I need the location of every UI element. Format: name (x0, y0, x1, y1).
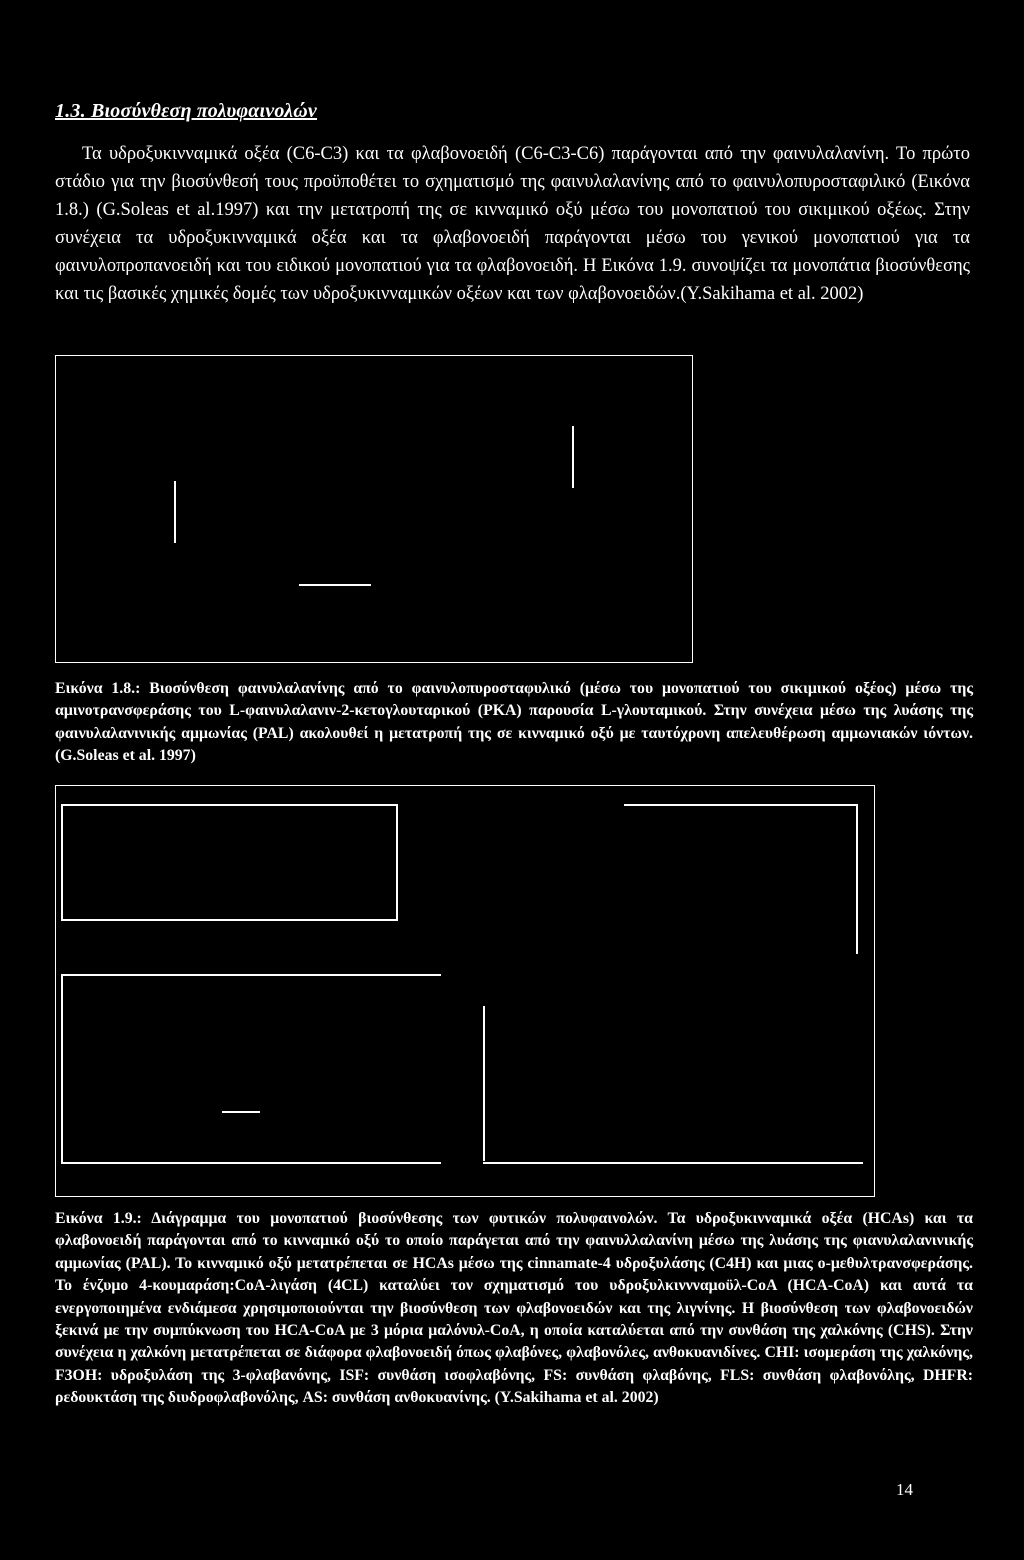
intro-paragraph: Τα υδροξυκινναμικά οξέα (C6-C3) και τα φλαβονοειδή (C6-C3-C6) παράγονται από την φαινυλαλανίνη. Το πρώτο στάδιο για την βιοσύνθεσή τους προϋποθέτει το σχηματισμό της φαινυλαλανίνης από το φαινυλοπυροσταφιλικό (Εικόνα 1.8.) (G.Soleas et al.1997) και την μετατροπή της σε κινναμικό οξύ μέσω του μονοπατιού του σικιμικού οξέως. Στην συνέχεια τα υδροξυκινναμικά οξέα και τα φλαβονοειδή παράγονται μέσω του γενικού μονοπατιού για τα φαινυλοπροπανοειδή και του ειδικού μονοπατιού για τα φλαβονοειδή. Η Εικόνα 1.9. συνοψίζει τα μονοπάτια βιοσύνθεσης και τις βασικές χημικές δομές των υδροξυκινναμικών οξέων και των φλαβονοειδών.(Y.Sakihama et al. 2002) (55, 144, 970, 304)
figure-line (61, 919, 398, 921)
figure-line (856, 804, 858, 954)
figure-line (396, 804, 398, 919)
figure-line (61, 804, 63, 919)
section-heading: 1.3. Βιοσύνθεση πολυφαινολών (55, 100, 317, 122)
figure-line (222, 1111, 260, 1113)
figure-line (174, 481, 176, 543)
figure-line (572, 426, 574, 488)
figure-1-9-caption: Εικόνα 1.9.: Διάγραμμα του μονοπατιού βιοσύνθεσης των φυτικών πολυφαινολών. Τα υδροξυκινναμικά οξέα (HCAs) και τα φλαβονοειδή παράγονται από το κινναμικό οξύ το οποίο παράγεται από την φαινυλλαλανίνη μέσω της λυάσης της φιανυλαλανινικής αμμωνίας (PAL). Το κινναμικό οξύ μετατρέπεται σε HCAs μέσω της cinnamate-4 υδροξυλάσης (C4H) και μιας ο-μεθυλτρανσφεράσης. Το ένζυμο 4-κουμαράση:CoA-λιγάση (4CL) καταλύει τον σχηματισμό του υδροξυλκιννναμοϋλ-CoA (HCA-CoA) και αυτά τα ενεργοποιημένα ενδιάμεσα χρησιμοποιούνται την βιοσύνθεση των φλαβονοειδών και της λιγνίνης. Η βιοσύνθεση των φλαβονοειδών ξεκινά με την συμπύκνωση του HCA-CoA με 3 μόρια μαλόνυλ-CoA, η οποία καταλύεται από την συνθάση της χαλκόνης (CHS). Στην συνέχεια η χαλκόνη μετατρέπεται σε διάφορα φλαβονοειδή όπως φλαβόνες, φλαβονόλες, ανθοκυανιδίνες. CHI: ισομεράση της χαλκόνης, F3OH: υδροξυλάση της 3-φλαβανόνης, ISF: συνθάση ισοφλαβόνης, FS: συνθάση φλαβόνης, FLS: συνθάση φλαβονόλης, DHFR: ρεδουκτάση της διυδροφλαβονόλης, AS: συνθάση ανθοκυανίνης. (Y.Sakihama et al. 2002) (55, 1210, 973, 1407)
figure-1-8-caption: Εικόνα 1.8.: Βιοσύνθεση φαινυλαλανίνης από το φαινυλοπυροσταφυλικό (μέσω του μονοπατιού του σικιμικού οξέος) μέσω της αμινοτρανσφεράσης του L-φαινυλαλανιν-2-κετογλουταρικού (PKA) παρουσία L-γλουταμικού. Στην συνέχεια μέσω της λυάσης της φαινυλαλανινικής αμμωνίας (PAL) ακολουθεί η μετατροπή της σε κινναμικό οξύ με ταυτόχρονη απελευθέρωση αμμωνιακών ιόντων. (G.Soleas et al. 1997) (55, 680, 973, 765)
figure-line (624, 804, 856, 806)
figure-line (61, 974, 441, 976)
page-number: 14 (896, 1480, 913, 1499)
figure-1-9 (55, 785, 875, 1197)
figure-line (61, 804, 398, 806)
figure-line (299, 584, 371, 586)
figure-1-8 (55, 355, 693, 663)
figure-line (61, 974, 63, 1164)
figure-line (483, 1162, 863, 1164)
figure-line (483, 1006, 485, 1161)
figure-line (61, 1162, 441, 1164)
